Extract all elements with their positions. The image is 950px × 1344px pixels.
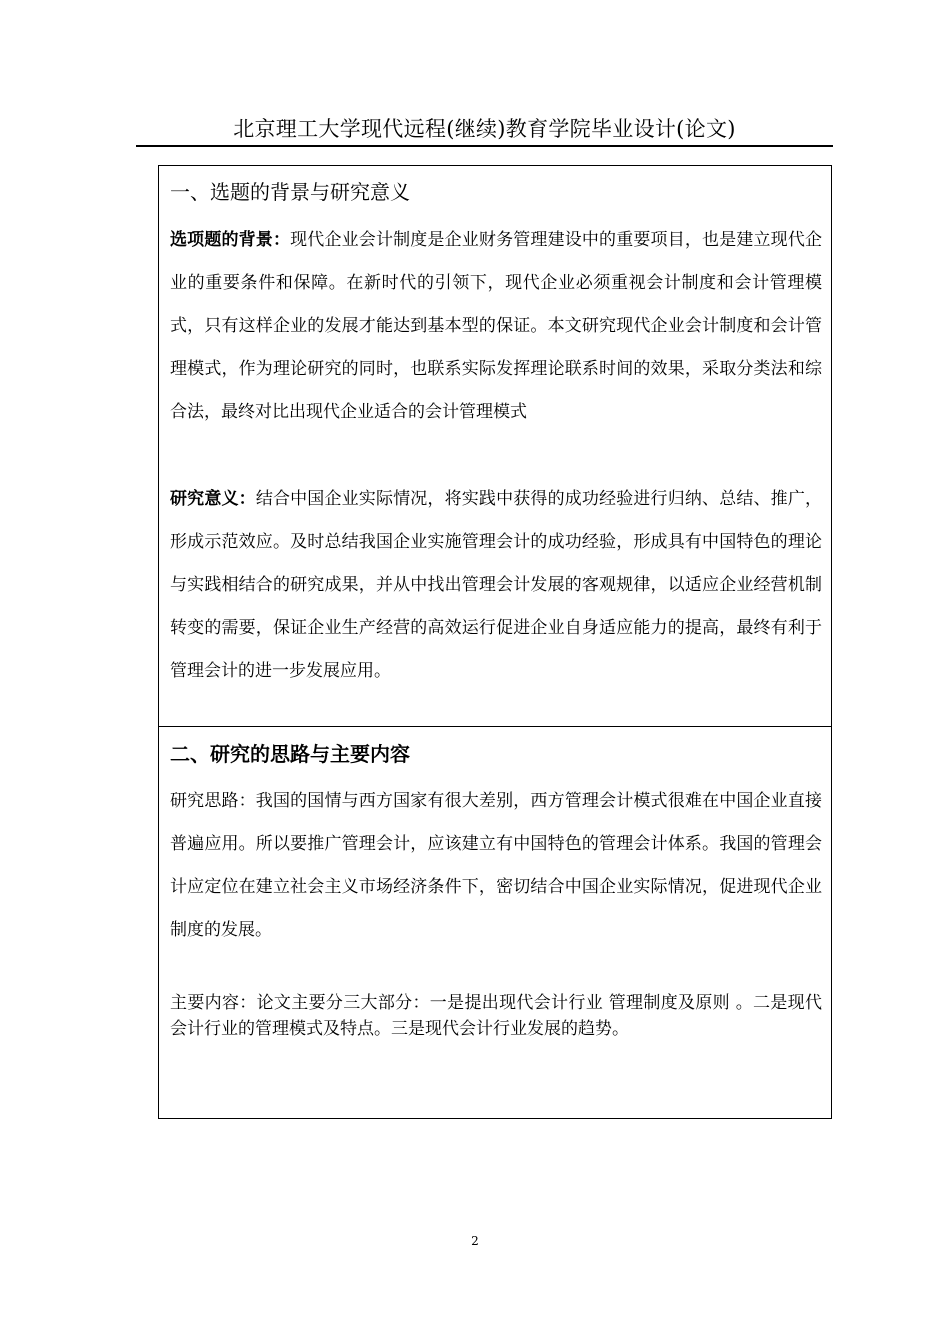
approach-paragraph: 研究思路：我国的国情与西方国家有很大差别，西方管理会计模式很难在中国企业直接普遍应用。所以要推广管理会计，应该建立有中国特色的管理会计体系。我国的管理会计应定位在建立社会主义市场经济条件下，密切结合中国企业实际情况，促进现代企业制度的发展。 xyxy=(170,791,822,940)
page-number: 2 xyxy=(471,1234,479,1248)
background-paragraph xyxy=(170,219,822,434)
document-header-title: 北京理工大学现代远程(继续)教育学院毕业设计(论文) xyxy=(233,117,736,141)
section-2-heading: 二、研究的思路与主要内容 xyxy=(170,742,410,766)
header-divider xyxy=(136,145,833,147)
significance-text: 结合中国企业实际情况，将实践中获得的成功经验进行归纳、总结、推广，形成示范效应。及时总结我国企业实施管理会计的成功经验，形成具有中国特色的理论与实践相结合的研究成果，并从中找出管理会计发展的客观规律，以适应企业经营机制转变的需要，保证企业生产经营的高效运行促进企业自身适应能力的提高，最终有利于管理会计的进一步发展应用。 xyxy=(170,489,823,681)
section-1-heading: 一、选题的背景与研究意义 xyxy=(170,180,410,204)
background-text: 现代企业会计制度是企业财务管理建设中的重要项目，也是建立现代企业的重要条件和保障。在新时代的引领下，现代企业必须重视会计制度和会计管理模式，只有这样企业的发展才能达到基本型的保证。本文研究现代企业会计制度和会计管理模式，作为理论研究的同时，也联系实际发挥理论联系时间的效果，采取分类法和综合法，最终对比出现代企业适合的会计管理模式 xyxy=(170,230,823,422)
section-background-significance xyxy=(159,166,831,727)
proposal-form-table xyxy=(158,165,832,1119)
significance-label: 研究意义： xyxy=(170,489,256,509)
section-approach-content xyxy=(159,727,831,1118)
main-content-paragraph: 主要内容：论文主要分三大部分：一是提出现代会计行业 管理制度及原则 。二是现代会计行业的管理模式及特点。三是现代会计行业发展的趋势。 xyxy=(170,993,822,1039)
significance-paragraph xyxy=(170,478,822,693)
background-label: 选项题的背景： xyxy=(170,230,291,250)
